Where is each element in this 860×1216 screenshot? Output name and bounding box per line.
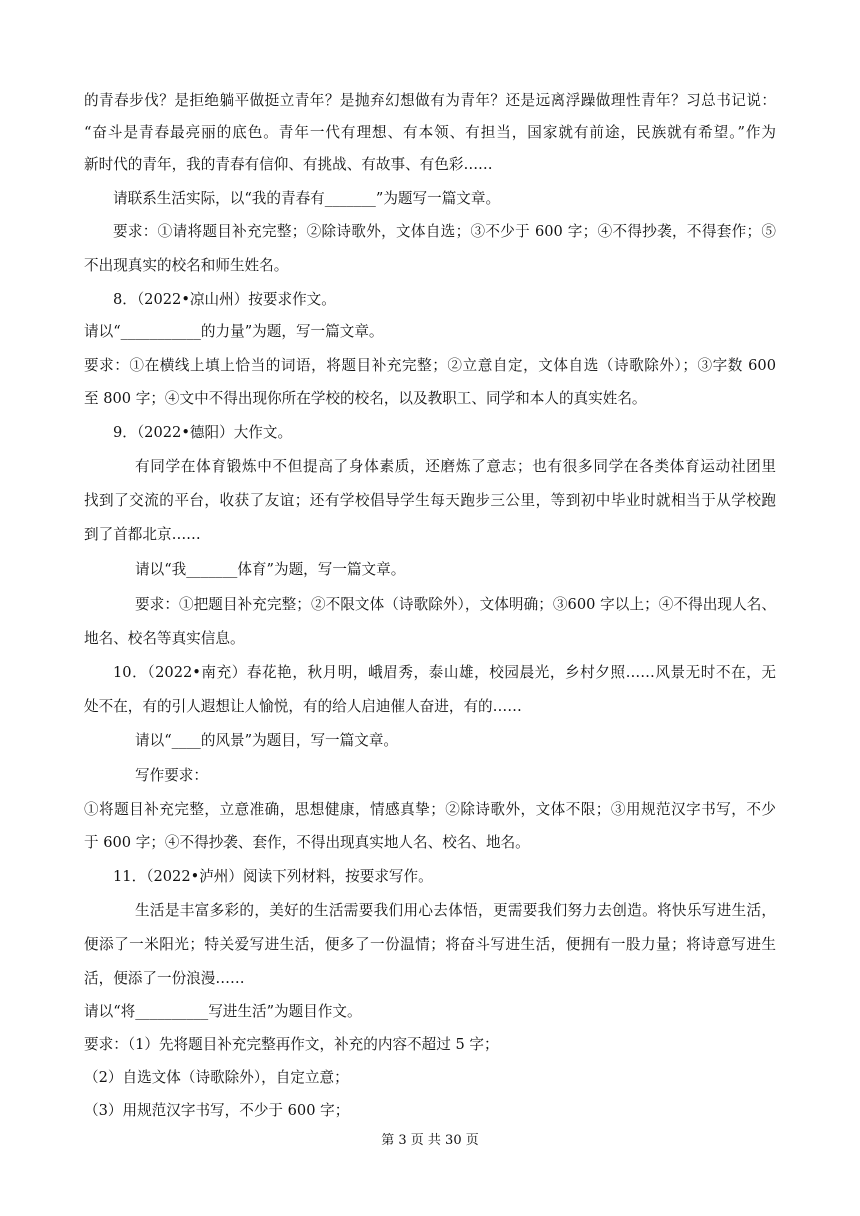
question-10-requirements-line-2: 于 600 字；④不得抄袭、套作，不得出现真实地人名、校名、地名。 — [84, 834, 530, 851]
question-11-requirement-1: 要求：（1）先将题目补充完整再作文，补充的内容不超过 5 字； — [84, 1036, 499, 1053]
question-11-material-line-3: 活，便添了一份浪漫…… — [84, 970, 245, 987]
question-10-title-instruction: 请以“____的风景”为题目，写一篇文章。 — [135, 732, 399, 749]
question-8-requirements-line-2: 至 800 字；④文中不得出现你所在学校的校名，以及教职工、同学和本人的真实姓名。 — [84, 390, 647, 407]
question-9-requirements-line-2: 地名、校名等真实信息。 — [84, 630, 245, 647]
question-8-heading: 8．（2022•凉山州）按要求作文。 — [113, 291, 336, 308]
question-11-material-line-1: 生活是丰富多彩的，美好的生活需要我们用心去体悟，更需要我们努力去创造。将快乐写进生活， — [135, 902, 776, 919]
essay-7-prompt-line-3: 新时代的青年，我的青春有信仰、有挑战、有故事、有色彩…… — [84, 156, 493, 173]
question-11-material-line-2: 便添了一米阳光；特关爱写进生活，便多了一份温情；将奋斗写进生活，便拥有一股力量；将诗意写进生 — [84, 936, 776, 953]
essay-7-requirements-line-2: 不出现真实的校名和师生姓名。 — [84, 257, 289, 274]
question-10-heading-line-1: 10．（2022•南充）春花艳，秋月明，峨眉秀，泰山雄，校园晨光，乡村夕照……风景无时不在，无 — [113, 664, 776, 681]
essay-7-title-instruction: 请联系生活实际，以“我的青春有_______”为题写一篇文章。 — [113, 190, 501, 207]
question-10-requirements-line-1: ①将题目补充完整，立意准确，思想健康，情感真挚；②除诗歌外，文体不限；③用规范汉字书写，不少 — [84, 801, 776, 818]
question-11-title-instruction: 请以“将__________写进生活”为题目作文。 — [84, 1003, 362, 1020]
question-9-material-line-2: 找到了交流的平台，收获了友谊；还有学校倡导学生每天跑步三公里，等到初中毕业时就相当于从学校跑 — [84, 492, 776, 509]
question-11-requirement-2: （2）自选文体（诗歌除外），自定立意； — [84, 1069, 349, 1086]
question-8-title-instruction: 请以“___________的力量”为题，写一篇文章。 — [84, 323, 384, 340]
question-10-requirements-label: 写作要求： — [135, 767, 208, 784]
question-9-material-line-1: 有同学在体育锻炼中不但提高了身体素质，还磨炼了意志；也有很多同学在各类体育运动社团里 — [135, 458, 776, 475]
essay-7-prompt-line-2: “奋斗是青春最亮丽的底色。青年一代有理想、有本领、有担当，国家就有前途，民族就有希望。”作为 — [84, 124, 776, 141]
question-10-heading-line-2: 处不在，有的引人遐想让人愉悦，有的给人启迪催人奋进，有的…… — [84, 698, 522, 715]
page-number-footer: 第 3 页 共 30 页 — [381, 1133, 479, 1148]
essay-7-prompt-line-1: 的青春步伐？是拒绝躺平做挺立青年？是抛弃幻想做有为青年？还是远离浮躁做理性青年？习总书记说： — [84, 92, 776, 109]
question-8-requirements-line-1: 要求：①在横线上填上恰当的词语，将题目补充完整；②立意自定，文体自选（诗歌除外）；③字数 600 — [84, 357, 776, 374]
question-11-requirement-3: （3）用规范汉字书写，不少于 600 字； — [84, 1102, 350, 1119]
question-11-heading: 11．（2022•泸州）阅读下列材料，按要求写作。 — [113, 868, 433, 885]
question-9-heading: 9．（2022•德阳）大作文。 — [113, 424, 293, 441]
question-9-title-instruction: 请以“我_______体育”为题，写一篇文章。 — [135, 561, 406, 578]
question-9-material-line-3: 到了首都北京…… — [84, 526, 201, 543]
question-9-requirements-line-1: 要求：①把题目补充完整；②不限文体（诗歌除外），文体明确；③600 字以上；④不得出现人名、 — [135, 596, 776, 613]
essay-7-requirements-line-1: 要求：①请将题目补充完整；②除诗歌外，文体自选；③不少于 600 字；④不得抄袭，不得套作；⑤ — [113, 223, 776, 240]
